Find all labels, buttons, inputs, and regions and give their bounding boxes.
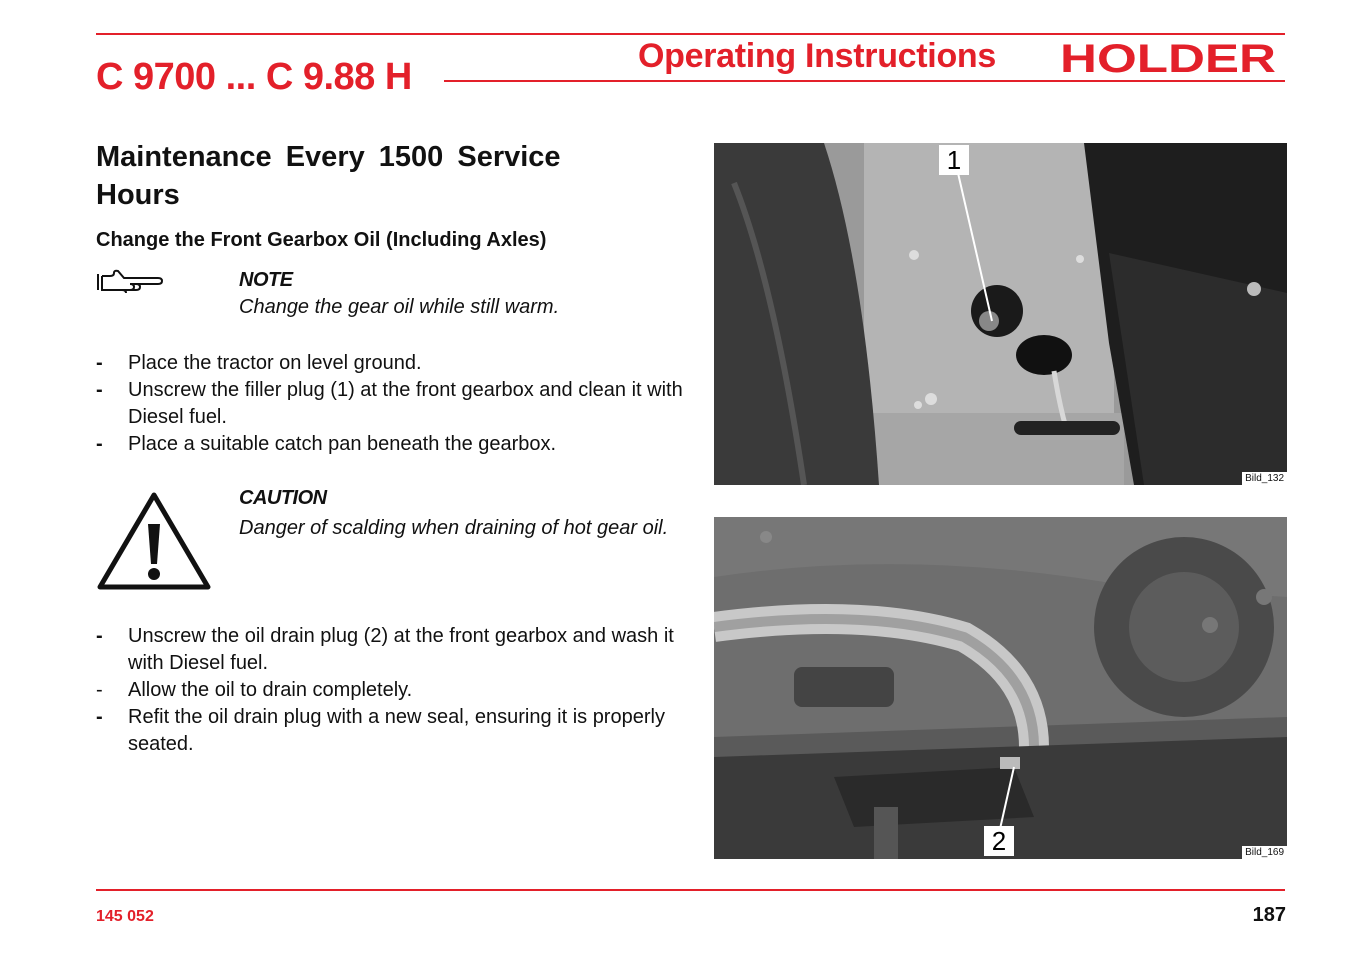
step-list-drain bbox=[96, 623, 686, 758]
photo-filler-plug bbox=[714, 143, 1287, 485]
document-number: 145 052 bbox=[96, 908, 154, 925]
caution-label: CAUTION bbox=[239, 487, 327, 509]
list-item: - Allow the oil to drain completely. bbox=[96, 679, 413, 701]
callout-2: 2 bbox=[984, 826, 1014, 856]
list-item: - Place the tractor on level ground. bbox=[96, 352, 422, 374]
image-id-label: Bild_169 bbox=[1242, 846, 1287, 859]
callout-1: 1 bbox=[939, 145, 969, 175]
section-title: Maintenance Every 1500 Service Hours bbox=[96, 141, 561, 211]
pointing-hand-icon bbox=[96, 268, 164, 294]
caution-text: Danger of scalding when draining of hot gear oil. bbox=[239, 517, 669, 539]
list-item: - Unscrew the filler plug (1) at the front gearbox and clean it with Diesel fuel. bbox=[96, 379, 683, 428]
document-title: Operating Instructions bbox=[638, 37, 996, 75]
step-list-prepare bbox=[96, 350, 686, 458]
warning-triangle-icon bbox=[96, 490, 212, 592]
drain-plug-illustration bbox=[714, 517, 1287, 859]
brand-wordmark: HOLDER bbox=[1060, 38, 1277, 76]
list-item: - Unscrew the oil drain plug (2) at the front gearbox and wash it with Diesel fuel. bbox=[96, 625, 674, 674]
image-id-label: Bild_132 bbox=[1242, 472, 1287, 485]
list-item: - Place a suitable catch pan beneath the gearbox. bbox=[96, 433, 557, 455]
header-top-rule bbox=[96, 33, 1285, 35]
subsection-title: Change the Front Gearbox Oil (Including Axles) bbox=[96, 229, 547, 251]
note-label: NOTE bbox=[239, 269, 293, 291]
note-text: Change the gear oil while still warm. bbox=[239, 296, 560, 318]
model-title: C 9700 ... C 9.88 H bbox=[96, 56, 412, 98]
footer-rule bbox=[96, 889, 1285, 891]
page-number: 187 bbox=[1252, 904, 1286, 926]
photo-drain-plug bbox=[714, 517, 1287, 859]
header-title-rule bbox=[444, 80, 1285, 82]
list-item: - Refit the oil drain plug with a new seal, ensuring it is properly seated. bbox=[96, 706, 665, 755]
holder-logo bbox=[1060, 38, 1278, 76]
filler-plug-illustration bbox=[714, 143, 1287, 485]
